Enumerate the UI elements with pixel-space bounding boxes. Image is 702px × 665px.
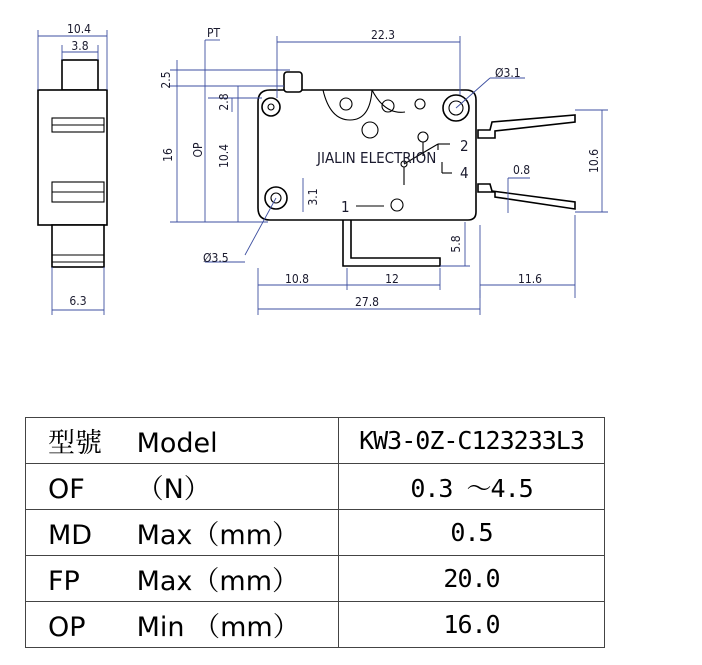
- pin-label-4: 4: [460, 164, 469, 182]
- dim-11-6: 11.6: [517, 272, 543, 286]
- dim-5-8: 5.8: [449, 235, 463, 253]
- spec-value-fp: 20.0: [339, 556, 605, 602]
- dim-base-width: 6.3: [69, 294, 87, 308]
- dim-op: OP: [191, 142, 205, 158]
- dim-hole-3-5: Ø3.5: [203, 251, 229, 265]
- spec-value-md: 0.5: [339, 510, 605, 556]
- spec-code: MD: [48, 520, 93, 551]
- dim-2-8: 2.8: [217, 93, 231, 111]
- table-row: [26, 418, 605, 464]
- spec-code: FP: [48, 566, 80, 597]
- dim-10-8: 10.8: [284, 272, 310, 286]
- spec-value-of: 0.3 ～4.5: [339, 464, 605, 510]
- dim-pt: PT: [207, 26, 221, 40]
- pin-label-1: 1: [341, 198, 350, 216]
- dim-12: 12: [385, 272, 399, 286]
- dim-plunger: 3.8: [71, 39, 89, 53]
- terminal-nc: [478, 115, 575, 138]
- brand-label: JIALIN ELECTRION: [317, 149, 437, 167]
- spec-code: OP: [48, 612, 86, 643]
- spec-desc: Model: [136, 428, 218, 459]
- mount-hole-upper-left: [262, 98, 280, 116]
- dim-3-1: 3.1: [306, 188, 320, 206]
- terminal-common: [343, 218, 440, 266]
- spec-label-fp: [26, 556, 339, 602]
- pin-label-2: 2: [460, 137, 469, 155]
- dim-16: 16: [161, 148, 175, 162]
- table-row: [26, 556, 605, 602]
- dim-22-3: 22.3: [370, 28, 396, 42]
- spec-code: 型號: [48, 428, 102, 459]
- spec-desc: （N）: [136, 474, 211, 505]
- spec-label-of: [26, 464, 339, 510]
- table-row: [26, 602, 605, 648]
- spec-table: [25, 417, 605, 648]
- spec-code: OF: [48, 474, 85, 505]
- spec-value-op: 16.0: [339, 602, 605, 648]
- spec-desc: Max（mm）: [136, 566, 300, 597]
- dim-27-8: 27.8: [354, 295, 380, 309]
- dim-hole-3-1: Ø3.1: [495, 66, 521, 80]
- table-row: [26, 464, 605, 510]
- spec-desc: Min （mm）: [136, 612, 300, 643]
- spec-desc: Max（mm）: [136, 520, 300, 551]
- spec-label-model: [26, 418, 339, 464]
- spec-label-op: [26, 602, 339, 648]
- spec-value-model: KW3-0Z-C123233L3: [339, 418, 605, 464]
- actuator: [284, 72, 302, 92]
- terminal-no: [478, 184, 575, 209]
- dim-10-6: 10.6: [587, 148, 601, 174]
- dim-0-8: 0.8: [513, 163, 531, 177]
- dim-width-side: 10.4: [66, 22, 92, 36]
- dim-2-5: 2.5: [159, 71, 173, 89]
- table-row: [26, 510, 605, 556]
- side-view: [38, 22, 107, 315]
- dim-10-4: 10.4: [217, 143, 231, 169]
- spec-label-md: [26, 510, 339, 556]
